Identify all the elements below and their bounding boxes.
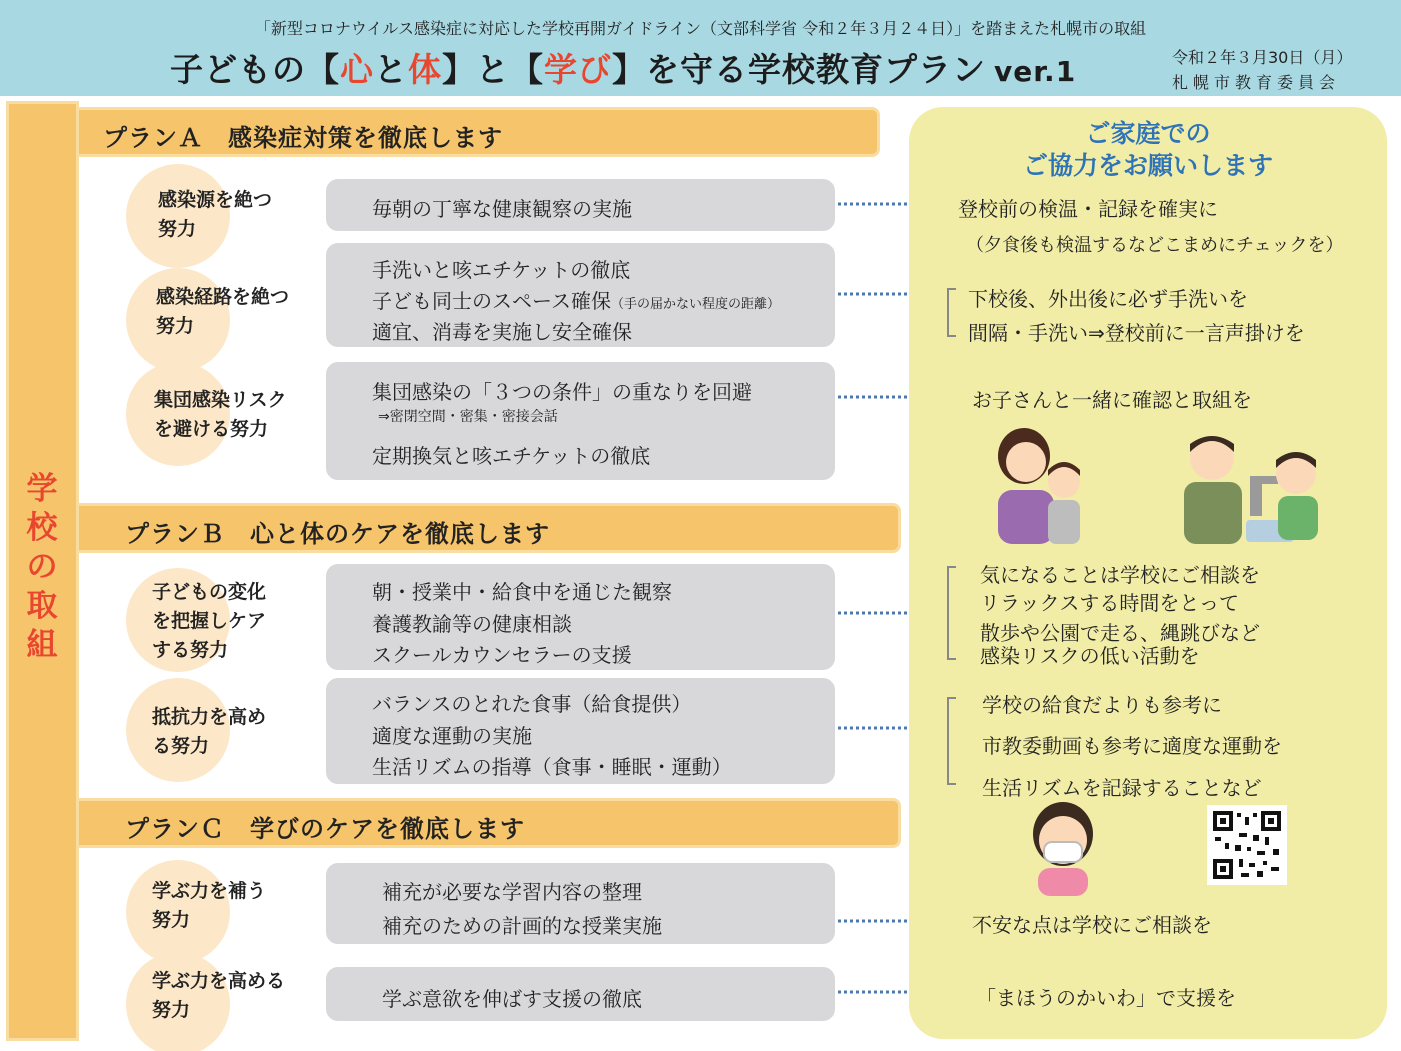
measure-line: 養護教諭等の健康相談 xyxy=(372,612,572,636)
measure-line: 子ども同士のスペース確保（手の届かない程度の距離） xyxy=(372,289,781,313)
home-item: お子さんと一緒に確認と取組を xyxy=(972,388,1252,412)
measure-line: 補充が必要な学習内容の整理 xyxy=(382,880,642,904)
title-part: と xyxy=(374,50,408,89)
bracket xyxy=(947,697,956,785)
mother-child-illustration xyxy=(986,424,1096,544)
measure-subnote: ⇒密閉空間・密集・密接会話 xyxy=(378,409,558,425)
plan-b-bar xyxy=(79,503,901,553)
title-part: 】を守る学校教育プラン xyxy=(612,50,986,89)
plan-c-label: プランＣ 学びのケアを徹底します xyxy=(125,815,525,843)
school-efforts-label xyxy=(22,470,62,665)
side-char: の xyxy=(26,549,58,585)
home-item: 感染リスクの低い活動を xyxy=(980,644,1200,668)
title-part: 】と【 xyxy=(442,50,544,89)
measure-line: 適度な運動の実施 xyxy=(372,724,532,748)
plan-a-bar xyxy=(79,107,880,157)
side-char: 校 xyxy=(26,510,58,546)
measure-line: 集団感染の「３つの条件」の重なりを回避 xyxy=(372,380,752,404)
header-subtitle: 「新型コロナウイルス感染症に対応した学校再開ガイドライン（文部科学省 令和２年３月２４日）」を踏まえた札幌市の取組 xyxy=(254,19,1147,38)
qr-code-icon xyxy=(1213,811,1281,879)
father-child-handwash-illustration xyxy=(1170,428,1330,544)
measure-line: 補充のための計画的な授業実施 xyxy=(382,914,662,938)
home-item-note: （夕食後も検温するなどこまめにチェックを） xyxy=(966,235,1344,256)
masked-girl-illustration xyxy=(1028,800,1098,896)
measure-label-child-change: 子どもの変化 を把握しケア する努力 xyxy=(152,581,267,661)
home-item: 下校後、外出後に必ず手洗いを xyxy=(968,287,1248,311)
measure-line: 手洗いと咳エチケットの徹底 xyxy=(372,258,631,282)
home-item: 散歩や公園で走る、縄跳びなど xyxy=(980,621,1260,645)
qr-code[interactable] xyxy=(1207,805,1287,885)
measure-line: 適宜、消毒を実施し安全確保 xyxy=(372,320,632,344)
issuing-org: 札幌市教育委員会 xyxy=(1172,73,1341,92)
home-item: 生活リズムを記録することなど xyxy=(982,776,1262,800)
measure-label-learning-supplement: 学ぶ力を補う 努力 xyxy=(152,880,267,931)
home-item: 登校前の検温・記録を確実に xyxy=(958,197,1218,221)
plan-a-label: プランＡ 感染症対策を徹底します xyxy=(103,124,503,152)
measure-label-resistance: 抵抗力を高め る努力 xyxy=(152,706,267,757)
home-panel-heading: ご家庭での ご協力をお願いします xyxy=(1022,119,1273,180)
measure-line: 朝・授業中・給食中を通じた観察 xyxy=(372,580,672,604)
measure-line: 毎朝の丁寧な健康観察の実施 xyxy=(372,197,632,221)
title-part-heart: 心 xyxy=(340,50,374,89)
title-part-body: 体 xyxy=(408,50,442,89)
side-char: 取 xyxy=(26,588,58,624)
bracket xyxy=(947,288,956,337)
plan-c-bar xyxy=(79,798,901,848)
plan-b-label: プランＢ 心と体のケアを徹底します xyxy=(125,520,550,548)
measure-label-learning-motivation: 学ぶ力を高める 努力 xyxy=(152,970,286,1021)
measure-label-infection-source: 感染源を絶つ 努力 xyxy=(158,189,273,240)
home-item: 学校の給食だよりも参考に xyxy=(982,693,1222,717)
measure-line: 定期換気と咳エチケットの徹底 xyxy=(372,444,651,468)
home-item: リラックスする時間をとって xyxy=(980,591,1239,615)
home-item: 市教委動画も参考に適度な運動を xyxy=(982,734,1282,758)
measure-label-cluster-risk: 集団感染リスク を避ける努力 xyxy=(154,389,287,440)
title-version: ver.1 xyxy=(994,55,1077,88)
home-item: 不安な点は学校にご相談を xyxy=(972,913,1212,937)
page-title xyxy=(170,44,1076,91)
issue-date: 令和２年３月30日（月） xyxy=(1172,48,1353,67)
bracket xyxy=(947,566,956,660)
home-item: 気になることは学校にご相談を xyxy=(980,563,1260,587)
measure-line: バランスのとれた食事（給食提供） xyxy=(372,692,692,716)
title-part-learning: 学び xyxy=(544,50,612,89)
side-char: 組 xyxy=(26,627,58,663)
measure-line: スクールカウンセラーの支援 xyxy=(372,643,632,667)
measure-line: 学ぶ意欲を伸ばす支援の徹底 xyxy=(382,987,642,1011)
side-char: 学 xyxy=(26,471,58,507)
measure-line: 生活リズムの指導（食事・睡眠・運動） xyxy=(372,755,732,779)
title-part: 子どもの【 xyxy=(170,50,340,89)
home-item: 間隔・手洗い⇒登校前に一言声掛けを xyxy=(968,321,1305,345)
measure-label-infection-route: 感染経路を絶つ 努力 xyxy=(156,286,290,337)
home-item: 「まほうのかいわ」で支援を xyxy=(976,986,1236,1010)
